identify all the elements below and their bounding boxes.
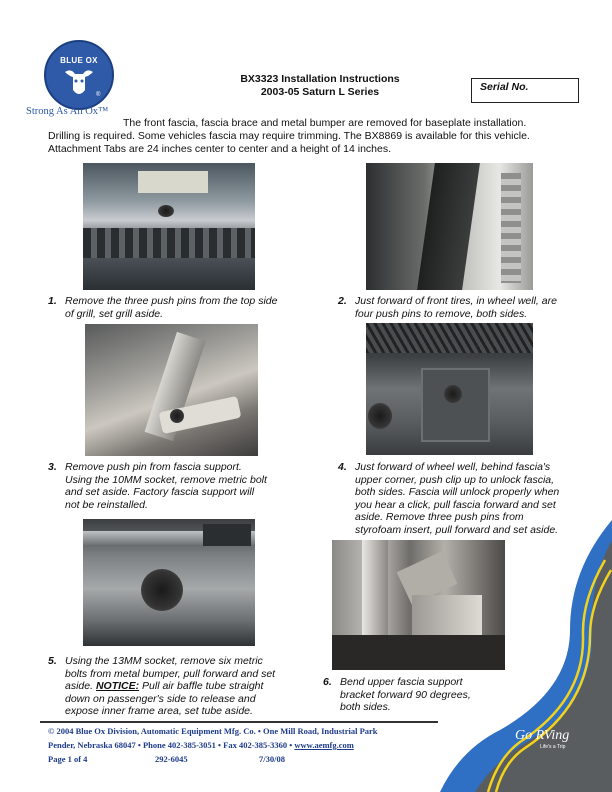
go-rving-logo: Go RVing: [515, 728, 570, 743]
step-6-number: 6.: [323, 676, 332, 688]
step-4-line: both sides. Fascia will unlock properly when: [355, 486, 560, 498]
step-3-line: Using the 10MM socket, remove metric bolt: [65, 473, 267, 486]
photo-step-4: [366, 323, 533, 455]
step-2-line: four push pins to remove, both sides.: [355, 307, 528, 320]
step-4-line: Just forward of wheel well, behind fascia's: [355, 461, 551, 473]
step-6-line: both sides.: [340, 701, 391, 713]
step-5-line-notice: aside. NOTICE: Pull air baffle tube straight: [65, 680, 264, 692]
step-6-line: Bend upper fascia support: [340, 676, 463, 688]
step-2-line: Just forward of front tires, in wheel well, are: [355, 295, 557, 307]
step-4-line: aside. Remove three push pins from: [355, 511, 524, 523]
step-1-line: of grill, set grill aside.: [65, 307, 164, 320]
step-3-line: and set aside. Factory fascia support will: [65, 486, 255, 498]
blue-ox-logo: [44, 40, 114, 110]
step-2-number: 2.: [338, 295, 347, 307]
step-3-line: Remove push pin from fascia support.: [65, 461, 242, 473]
step-1-number: 1.: [48, 295, 57, 307]
step-4-number: 4.: [338, 461, 347, 473]
go-rving-tagline: Life's a Trip: [540, 744, 566, 750]
doc-title: BX3323 Installation Instructions: [240, 73, 400, 85]
photo-step-2: [366, 163, 533, 290]
revision-date: 7/30/08: [259, 754, 285, 764]
intro-paragraph: [48, 117, 568, 156]
step-1-line: Remove the three push pins from the top side: [65, 295, 278, 307]
part-number: 292-6045: [155, 754, 188, 764]
page-number: Page 1 of 4: [48, 754, 88, 764]
serial-label: Serial No.: [480, 81, 529, 93]
step-4-line: styrofoam insert, pull forward and set aside.: [355, 523, 559, 536]
footer-company: © 2004 Blue Ox Division, Automatic Equipment Mfg. Co. • One Mill Road, Industrial Park: [48, 726, 378, 736]
website-link[interactable]: www.aemfg.com: [294, 740, 354, 750]
step-5-line: down on passenger's side to release and: [65, 692, 256, 705]
step-3-line: not be reinstalled.: [65, 498, 148, 511]
logo-registered-mark: ®: [96, 92, 101, 98]
step-4-line: upper corner, push clip up to unlock fascia,: [355, 473, 555, 486]
notice-label: NOTICE:: [95, 680, 140, 692]
tagline: Strong As An Ox™: [26, 106, 109, 117]
doc-subtitle: 2003-05 Saturn L Series: [260, 86, 380, 98]
serial-number-box: [471, 78, 579, 103]
photo-step-1: [83, 163, 255, 290]
step-5-line: expose inner frame area, set tube aside.: [65, 705, 253, 717]
photo-step-3: [85, 324, 258, 456]
step-6-line: bracket forward 90 degrees,: [340, 688, 471, 701]
intro-line-3: Attachment Tabs are 24 inches center to center and a height of 14 inches.: [48, 143, 392, 155]
step-3-number: 3.: [48, 461, 57, 473]
footer-contact-text: Pender, Nebraska 68047 • Phone 402-385-3051 • Fax 402-385-3360 •: [48, 740, 295, 750]
photo-step-5: [83, 519, 255, 646]
intro-line-2: Drilling is required. Some vehicles fascia may require trimming. The BX8869 is available for this vehicle.: [48, 130, 530, 142]
intro-line-1: The front fascia, fascia brace and metal bumper are removed for baseplate installation.: [123, 117, 527, 129]
step-5-line: bolts from metal bumper, pull forward and set: [65, 667, 276, 680]
step-4-line: you hear a click, pull fascia forward and set: [355, 498, 556, 511]
logo-word: BLUE OX: [60, 56, 98, 65]
footer-contact: [48, 740, 354, 750]
road-graphic: [420, 520, 612, 792]
footer-rule: [40, 721, 438, 723]
step-5-number: 5.: [48, 655, 57, 667]
step-5-line: Using the 13MM socket, remove six metric: [65, 655, 263, 667]
ox-head-icon: [63, 68, 95, 98]
